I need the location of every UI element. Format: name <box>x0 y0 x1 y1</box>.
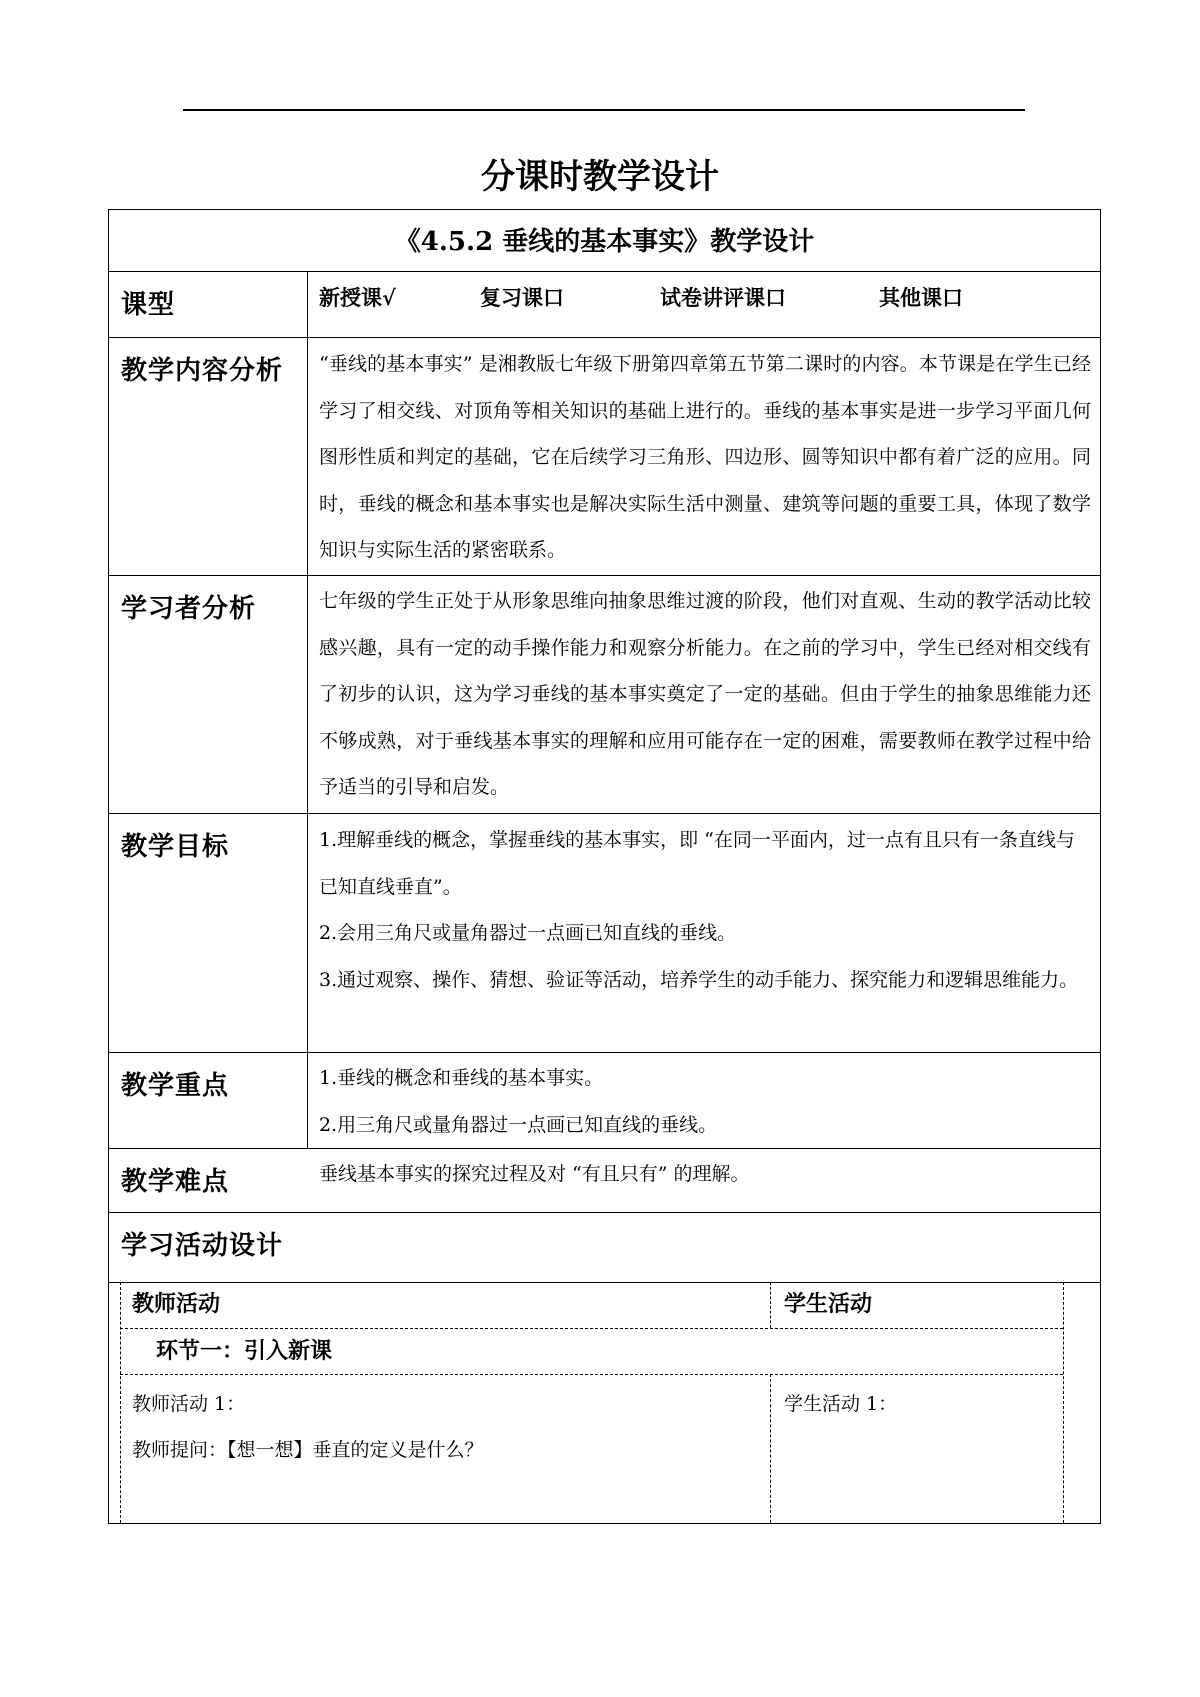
objective-item: 1.理解垂线的概念，掌握垂线的基本事实，即 “在同一平面内，过一点有且只有一条直线与已知直线垂直”。 <box>319 829 1075 898</box>
column-divider <box>307 271 308 1148</box>
inner-row-divider <box>120 1328 1063 1329</box>
row-divider <box>108 1282 1101 1283</box>
lesson-type-option: 新授课√ <box>319 285 396 310</box>
lesson-type-option: 其他课口 <box>879 285 963 310</box>
row-divider <box>108 575 1101 576</box>
row-divider <box>108 813 1101 814</box>
objectives-label: 教学目标 <box>121 832 230 862</box>
student-activity-1: 学生活动 1： <box>784 1393 898 1415</box>
activity-design-label: 学习活动设计 <box>121 1231 284 1261</box>
lesson-type-option: 试卷讲评课口 <box>660 285 786 310</box>
lesson-title: 《4.5.2 垂线的基本事实》教学设计 <box>394 227 815 257</box>
inner-row-divider <box>120 1374 1063 1375</box>
difficulties-label: 教学难点 <box>121 1167 230 1197</box>
row-divider <box>108 1052 1101 1053</box>
student-activity-header: 学生活动 <box>784 1292 873 1317</box>
row-divider <box>108 1212 1101 1213</box>
section-title: 环节一：引入新课 <box>156 1339 333 1364</box>
teacher-activity-header: 教师活动 <box>132 1292 221 1317</box>
row-divider <box>108 337 1101 338</box>
inner-border <box>1063 1282 1064 1523</box>
key-points-label: 教学重点 <box>121 1071 230 1101</box>
page-title: 分课时教学设计 <box>481 157 719 197</box>
lesson-type-label: 课型 <box>121 290 176 320</box>
inner-column-divider <box>770 1374 771 1523</box>
content-analysis-label: 教学内容分析 <box>121 356 284 386</box>
difficulties-text: 垂线基本事实的探究过程及对 “有且只有” 的理解。 <box>319 1163 750 1185</box>
key-point-item: 2.用三角尺或量角器过一点画已知直线的垂线。 <box>319 1113 718 1136</box>
key-point-item: 1.垂线的概念和垂线的基本事实。 <box>319 1067 604 1089</box>
teacher-activity-1: 教师活动 1： <box>132 1393 246 1415</box>
objectives-list <box>319 817 1091 1003</box>
content-analysis-text: “垂线的基本事实” 是湘教版七年级下册第四章第五节第二课时的内容。本节课是在学生已经学习了相交线、对顶角等相关知识的基础上进行的。垂线的基本事实是进一步学习平面几何图形性质和判定的基础，它在后续学习三角形、四边形、圆等知识中都有着广泛的应用。同时，垂线的概念和基本事实也是解决实际生活中测量、建筑等问题的重要工具，体现了数学知识与实际生活的紧密联系。 <box>319 353 1091 562</box>
objective-item: 2.会用三角尺或量角器过一点画已知直线的垂线。 <box>319 922 737 945</box>
inner-border <box>120 1282 121 1523</box>
inner-column-divider <box>770 1282 771 1328</box>
key-points-list <box>319 1055 1091 1148</box>
lesson-type-option: 复习课口 <box>480 285 564 310</box>
learner-analysis-label: 学习者分析 <box>121 594 257 624</box>
row-divider <box>108 271 1101 272</box>
objective-item: 3.通过观察、操作、猜想、验证等活动，培养学生的动手能力、探究能力和逻辑思维能力。 <box>319 968 1079 991</box>
learner-analysis-text: 七年级的学生正处于从形象思维向抽象思维过渡的阶段，他们对直观、生动的教学活动比较感兴趣，具有一定的动手操作能力和观察分析能力。在之前的学习中，学生已经对相交线有了初步的认识，这为学习垂线的基本事实奠定了一定的基础。但由于学生的抽象思维能力还不够成熟，对于垂线基本事实的理解和应用可能存在一定的困难，需要教师在教学过程中给予适当的引导和启发。 <box>319 590 1091 799</box>
header-rule <box>183 109 1025 111</box>
teacher-question: 教师提问：【想一想】垂直的定义是什么？ <box>132 1439 484 1461</box>
